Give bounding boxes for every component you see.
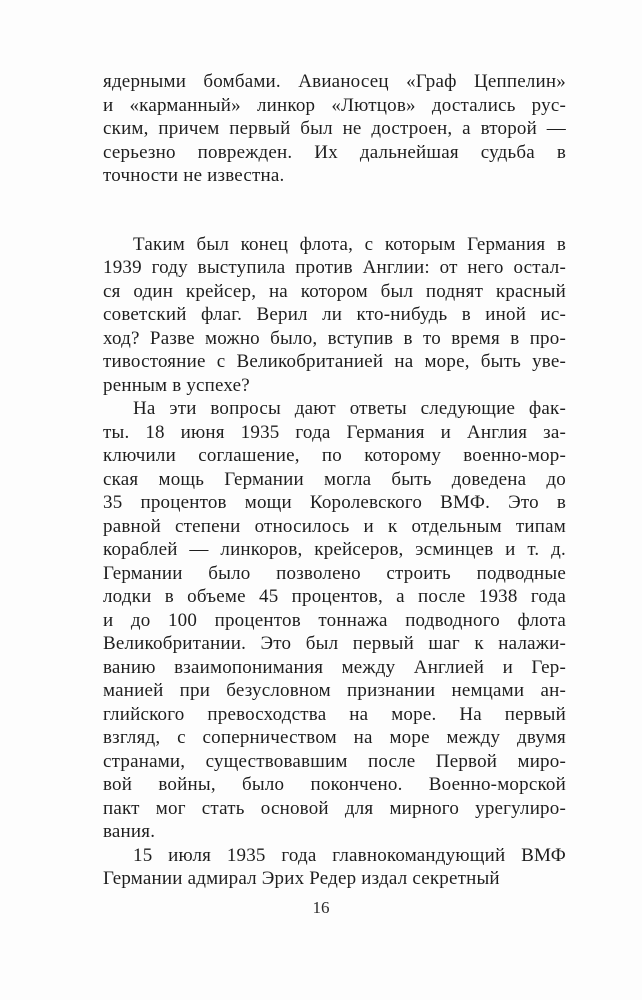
- text-line: глийского превосходства на море. На первый: [103, 703, 566, 725]
- text-line: тивостояние с Великобританией на море, быть уве-: [103, 351, 566, 372]
- paragraph: [103, 70, 566, 188]
- text-line: лодки в объеме 45 процентов, а после 1938 года: [103, 586, 566, 607]
- text-line: равной степени относилось и к отдельным типам: [103, 515, 566, 537]
- text-line: 35 процентов мощи Королевского ВМФ. Это в: [103, 492, 566, 513]
- text-line: советский флаг. Верил ли кто-нибудь в иной ис-: [103, 304, 566, 325]
- text-line: и «карманный» линкор «Лютцов» достались рус-: [103, 94, 566, 116]
- text-line: пакт мог стать основой для мирного урегулиро-: [103, 797, 566, 819]
- paragraph: [103, 844, 566, 891]
- text-line: и до 100 процентов тоннажа подводного флота: [103, 609, 566, 631]
- text-line: кораблей — линкоров, крейсеров, эсминцев и т. д.: [103, 539, 566, 560]
- page-number: 16: [312, 898, 330, 917]
- paragraph: [103, 233, 566, 398]
- text-line: серьезно поврежден. Их дальнейшая судьба в: [103, 141, 566, 163]
- text-line: На эти вопросы дают ответы следующие фак-: [133, 398, 566, 419]
- text-line: точности не известна.: [103, 165, 285, 186]
- text-line: ванию взаимопонимания между Англией и Гер-: [103, 656, 566, 678]
- text-line: 15 июля 1935 года главнокомандующий ВМФ: [133, 844, 566, 866]
- text-line: ренным в успехе?: [103, 374, 250, 396]
- text-line: ход? Разве можно было, вступив в то время в про-: [103, 327, 566, 349]
- paragraph: [103, 397, 566, 844]
- text-line: ся один крейсер, на котором был поднят красный: [103, 280, 566, 302]
- text-line: странами, существовавшим после Первой миро-: [103, 750, 566, 772]
- text-line: Германии было позволено строить подводные: [103, 562, 566, 584]
- text-line: ты. 18 июня 1935 года Германия и Англия за-: [103, 421, 566, 443]
- text-line: Великобритании. Это был первый шаг к налажи-: [103, 633, 566, 654]
- text-line: Таким был конец флота, с которым Германия в: [133, 233, 566, 255]
- text-line: ядерными бомбами. Авианосец «Граф Цеппелин»: [103, 71, 566, 92]
- text-line: ключили соглашение, по которому военно-мор-: [103, 445, 566, 466]
- text-line: вания.: [103, 821, 156, 842]
- text-line: 1939 году выступила против Англии: от него остал-: [103, 257, 566, 278]
- page-text: [103, 70, 566, 891]
- text-line: взгляд, с соперничеством на море между двумя: [103, 727, 566, 748]
- text-line: вой войны, было покончено. Военно-морской: [103, 774, 566, 795]
- text-line: ским, причем первый был не достроен, а второй —: [103, 118, 566, 139]
- text-line: манией при безусловном признании немцами ан-: [103, 680, 566, 701]
- text-line: ская мощь Германии могла быть доведена до: [103, 468, 566, 490]
- text-line: Германии адмирал Эрих Редер издал секретный: [103, 868, 500, 889]
